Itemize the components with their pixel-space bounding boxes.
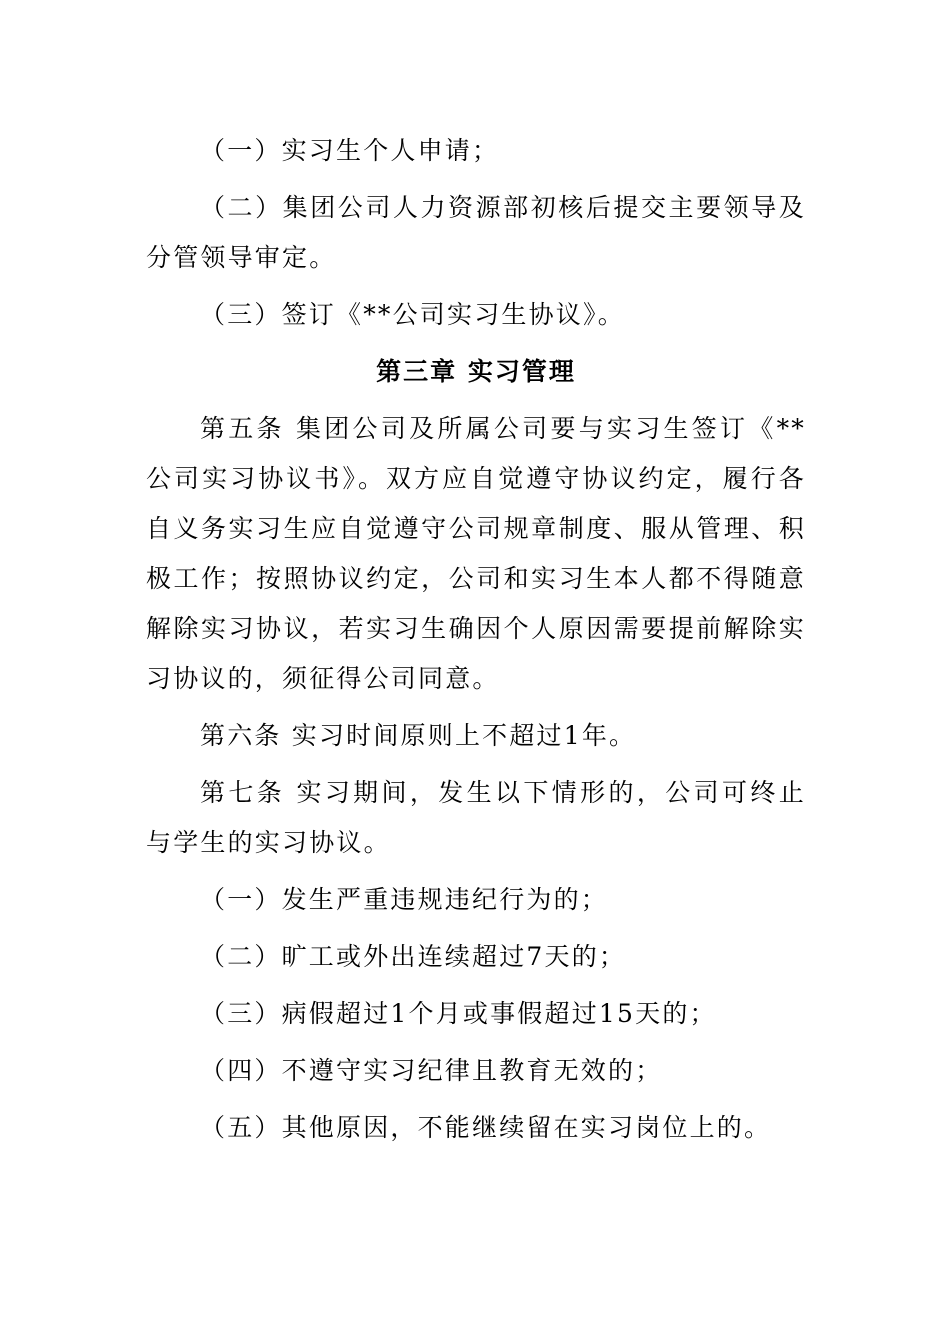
termination-item-2: （二）旷工或外出连续超过7天的； [200,942,627,971]
paragraph-step-1: （一）实习生个人申请； [200,136,500,165]
termination-item-4: （四）不遵守实习纪律且教育无效的； [200,1056,663,1085]
paragraph-step-3: （三）签订《**公司实习生协议》。 [200,300,625,329]
termination-item-1: （一）发生严重违规违纪行为的； [200,885,609,914]
termination-item-3: （三）病假超过1个月或事假超过15天的； [200,999,717,1028]
paragraph-step-2: （二）集团公司人力资源部初核后提交主要领导及分管领导审定。 [146,193,806,272]
document-body [146,126,806,1153]
article-5: 第五条 集团公司及所属公司要与实习生签订《**公司实习协议书》。双方应自觉遵守协议约定，履行各自义务实习生应自觉遵守公司规章制度、服从管理、积极工作；按照协议约定，公司和实习生本人都不得随意解除实习协议，若实习生确因个人原因需要提前解除实习协议的，须征得公司同意。 [146,414,806,693]
article-6: 第六条 实习时间原则上不超过1年。 [200,721,637,750]
article-7: 第七条 实习期间，发生以下情形的，公司可终止与学生的实习协议。 [146,778,806,857]
chapter-heading: 第三章 实习管理 [376,357,576,386]
termination-item-5: （五）其他原因，不能继续留在实习岗位上的。 [200,1113,772,1142]
